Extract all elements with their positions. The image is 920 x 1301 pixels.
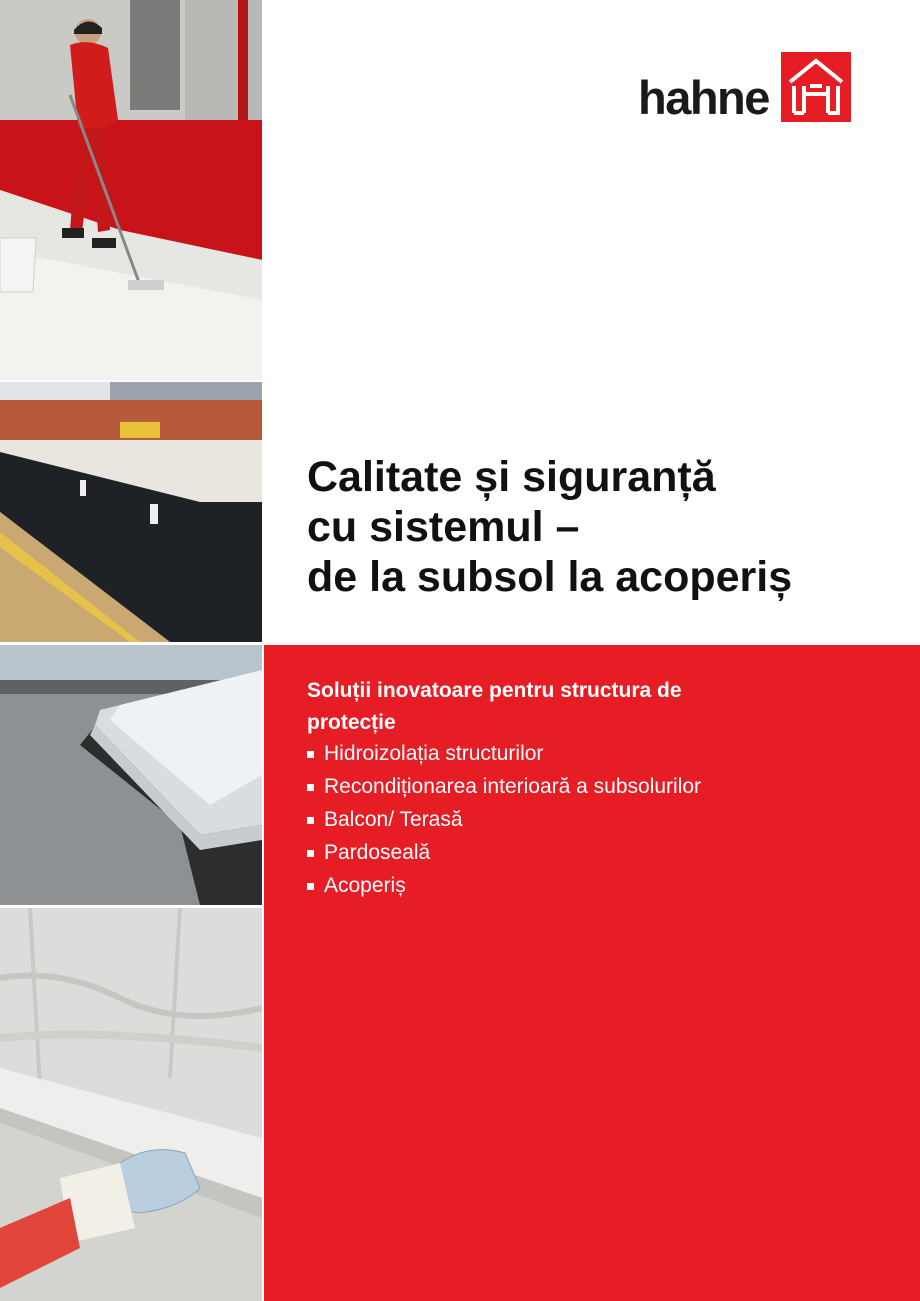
- solutions-heading-line: protecție: [307, 711, 396, 734]
- list-item: [307, 836, 701, 869]
- bullet-square-icon: [307, 784, 314, 791]
- list-item-label: Recondiționarea interioară a subsolurilor: [324, 775, 702, 798]
- photo-strip: [0, 0, 262, 1301]
- bullet-square-icon: [307, 850, 314, 857]
- photo-foundation-waterproofing: [0, 382, 262, 642]
- list-item: [307, 770, 701, 803]
- list-item-label: Acoperiș: [324, 874, 406, 897]
- skylight-image: [0, 645, 262, 905]
- list-item: [307, 737, 701, 770]
- solutions-list: [307, 737, 701, 902]
- brand-name: hahne: [638, 71, 769, 124]
- solutions-panel: [264, 645, 920, 1301]
- headline-line: cu sistemul –: [307, 503, 580, 551]
- photo-floor-coating: [0, 0, 262, 380]
- photo-wall-plaster: [0, 908, 262, 1301]
- headline-line: Calitate și siguranță: [307, 453, 716, 501]
- bullet-square-icon: [307, 751, 314, 758]
- solutions-heading: [307, 675, 777, 739]
- list-item-label: Balcon/ Terasă: [324, 808, 463, 831]
- list-item: [307, 869, 701, 902]
- solutions-heading-line: Soluții inovatoare pentru structura de: [307, 679, 682, 702]
- brand-logo: [638, 52, 852, 122]
- foundation-image: [0, 382, 262, 642]
- house-h-icon: [781, 52, 851, 122]
- bullet-square-icon: [307, 817, 314, 824]
- list-item-label: Hidroizolația structurilor: [324, 742, 544, 765]
- plaster-image: [0, 908, 262, 1301]
- floor-coating-image: [0, 0, 262, 380]
- list-item-label: Pardoseală: [324, 841, 431, 864]
- headline-line: de la subsol la acoperiș: [307, 553, 793, 601]
- list-item: [307, 803, 701, 836]
- photo-roof-skylight: [0, 645, 262, 905]
- bullet-square-icon: [307, 883, 314, 890]
- headline: [307, 452, 887, 602]
